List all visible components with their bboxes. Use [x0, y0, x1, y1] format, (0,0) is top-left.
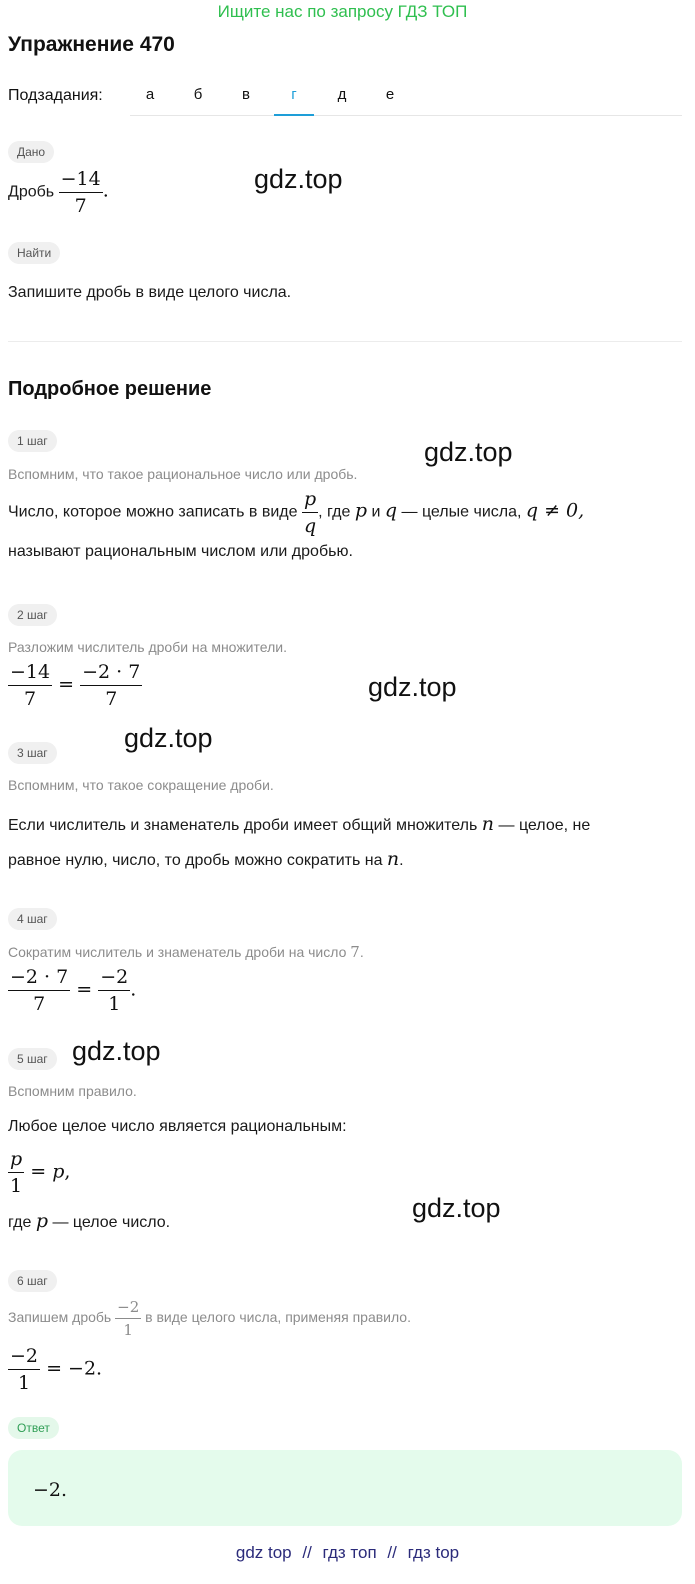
fraction-numerator: −2 [115, 1298, 141, 1319]
fraction-denominator: 1 [17, 1372, 31, 1394]
step-4-equation [8, 966, 136, 1015]
fraction-denominator: 7 [74, 195, 87, 217]
fraction-numerator: −14 [8, 661, 52, 686]
var-p: p [354, 499, 368, 522]
step-6-hint-fraction [115, 1298, 141, 1339]
footer-separator: // [302, 1543, 312, 1562]
footer-link-gdz-top-mixed[interactable]: гдз top [407, 1543, 460, 1562]
step-2-left-fraction [8, 661, 52, 710]
var-n: n [386, 848, 400, 870]
fraction-denominator: 7 [24, 688, 37, 710]
find-badge: Найти [8, 242, 60, 264]
step-1-fraction [302, 488, 318, 537]
fraction-numerator: −2 [98, 966, 130, 991]
equals-sign: = [76, 978, 93, 1001]
footer-links [0, 1543, 695, 1563]
answer-value: −2. [33, 1479, 68, 1501]
equals-sign: = [30, 1160, 47, 1183]
tab-subtask-b[interactable]: б [193, 86, 203, 103]
var-p: p [52, 1160, 65, 1183]
footer-separator: // [387, 1543, 397, 1562]
tab-subtask-d[interactable]: д [337, 86, 347, 103]
footer-link-gdz-top-ru[interactable]: гдз топ [322, 1543, 377, 1562]
step-6-hint-text-b: в виде целого числа, применяя правило. [145, 1309, 411, 1326]
step-4-left-fraction [8, 966, 70, 1015]
fraction-denominator: 7 [105, 688, 118, 710]
tab-subtask-a[interactable]: а [145, 86, 155, 103]
page-title: Упражнение 470 [8, 33, 175, 56]
fraction-numerator: p [302, 488, 318, 513]
var-q: q [384, 499, 398, 522]
step-4-hint-text: Сократим числитель и знаменатель дроби на число [8, 944, 347, 960]
step-2-right-fraction [80, 661, 142, 710]
watermark: gdz.top [424, 437, 513, 467]
given-fraction [59, 168, 103, 217]
step-3-hint: Вспомним, что такое сокращение дроби. [8, 777, 274, 793]
footer-link-gdz-top[interactable]: gdz top [235, 1543, 292, 1562]
given-suffix: . [102, 179, 109, 202]
tab-subtask-v[interactable]: в [242, 86, 250, 103]
step-4-badge: 4 шаг [8, 908, 57, 930]
step-5-equation [8, 1148, 70, 1197]
step-1-and: и [371, 503, 381, 521]
given-badge: Дано [8, 141, 54, 163]
fraction-denominator: 7 [33, 993, 46, 1015]
step-1-text-a: Число, которое можно записать в виде [8, 503, 298, 521]
step-2-equation [8, 661, 142, 710]
step-4-hint [8, 943, 364, 961]
step-4-right-fraction [98, 966, 130, 1015]
step-6-badge: 6 шаг [8, 1270, 57, 1292]
watermark: gdz.top [368, 672, 457, 702]
step-1-badge: 1 шаг [8, 430, 57, 452]
var-n: n [481, 813, 495, 835]
var-p: p [35, 1210, 48, 1232]
watermark: gdz.top [72, 1036, 161, 1066]
step-5-fraction [8, 1148, 24, 1197]
step-2-badge: 2 шаг [8, 604, 57, 626]
step-6-result: −2. [68, 1357, 103, 1380]
step-5-text-line1: Любое целое число является рациональным: [8, 1118, 347, 1135]
step-3-text-line2 [8, 848, 404, 870]
subtasks-label: Подзадания: [8, 87, 103, 104]
step-5-text-line2 [8, 1210, 170, 1232]
fraction-denominator: 1 [10, 1175, 23, 1197]
step-6-hint [8, 1298, 411, 1339]
step-3-text-line1 [8, 813, 590, 835]
fraction-denominator: q [303, 515, 317, 537]
step-3-text-b: — целое, не [498, 817, 591, 834]
fraction-numerator: −2 · 7 [8, 966, 70, 991]
given-statement [8, 168, 109, 217]
answer-badge: Ответ [8, 1417, 59, 1439]
step-5-badge: 5 шаг [8, 1048, 57, 1070]
step-5-hint: Вспомним правило. [8, 1083, 137, 1099]
step-6-equation [8, 1345, 102, 1394]
step-3-badge: 3 шаг [8, 742, 57, 764]
step-3-text-c: равное нулю, число, то дробь можно сократить на [8, 852, 383, 869]
step-2-hint: Разложим числитель дроби на множители. [8, 639, 287, 655]
step-4-hint-end: . [359, 944, 364, 960]
fraction-denominator: 1 [123, 1321, 133, 1339]
step-5-end: , [64, 1160, 71, 1183]
watermark: gdz.top [124, 723, 213, 753]
watermark: gdz.top [412, 1193, 501, 1223]
step-1-hint: Вспомним, что такое рациональное число или дробь. [8, 466, 358, 482]
tab-subtask-e[interactable]: е [385, 86, 395, 103]
step-4-hint-number: 7 [350, 943, 360, 961]
fraction-numerator: p [8, 1148, 24, 1173]
step-6-hint-text-a: Запишем дробь [8, 1309, 112, 1326]
fraction-numerator: −2 · 7 [80, 661, 142, 686]
step-1-text-line2: называют рациональным числом или дробью. [8, 543, 353, 560]
step-1-text-b: , где [318, 503, 351, 521]
fraction-numerator: −14 [59, 168, 103, 193]
equals-sign: = [58, 673, 75, 696]
step-4-end: . [130, 978, 137, 1001]
step-1-definition [8, 488, 584, 537]
subtask-tabs [130, 80, 682, 116]
equals-sign: = [46, 1357, 62, 1380]
step-1-condition: q ≠ 0, [525, 499, 585, 522]
step-1-text-c: — целые числа, [401, 503, 522, 521]
find-text: Запишите дробь в виде целого числа. [8, 284, 292, 301]
fraction-denominator: 1 [108, 993, 121, 1015]
watermark: gdz.top [254, 164, 343, 194]
given-prefix: Дробь [8, 183, 55, 201]
section-divider [8, 341, 682, 342]
step-5-text-a: где [8, 1214, 32, 1231]
search-hint-banner: Ищите нас по запросу ГДЗ ТОП [217, 2, 468, 21]
tab-subtask-g[interactable]: г [274, 80, 314, 116]
step-6-fraction [8, 1345, 40, 1394]
solution-title: Подробное решение [8, 378, 212, 400]
answer-box [8, 1450, 682, 1526]
step-3-text-a: Если числитель и знаменатель дроби имеет общий множитель [8, 817, 478, 834]
step-3-text-end: . [399, 852, 404, 869]
fraction-numerator: −2 [8, 1345, 40, 1370]
step-5-text-b: — целое число. [52, 1214, 171, 1231]
